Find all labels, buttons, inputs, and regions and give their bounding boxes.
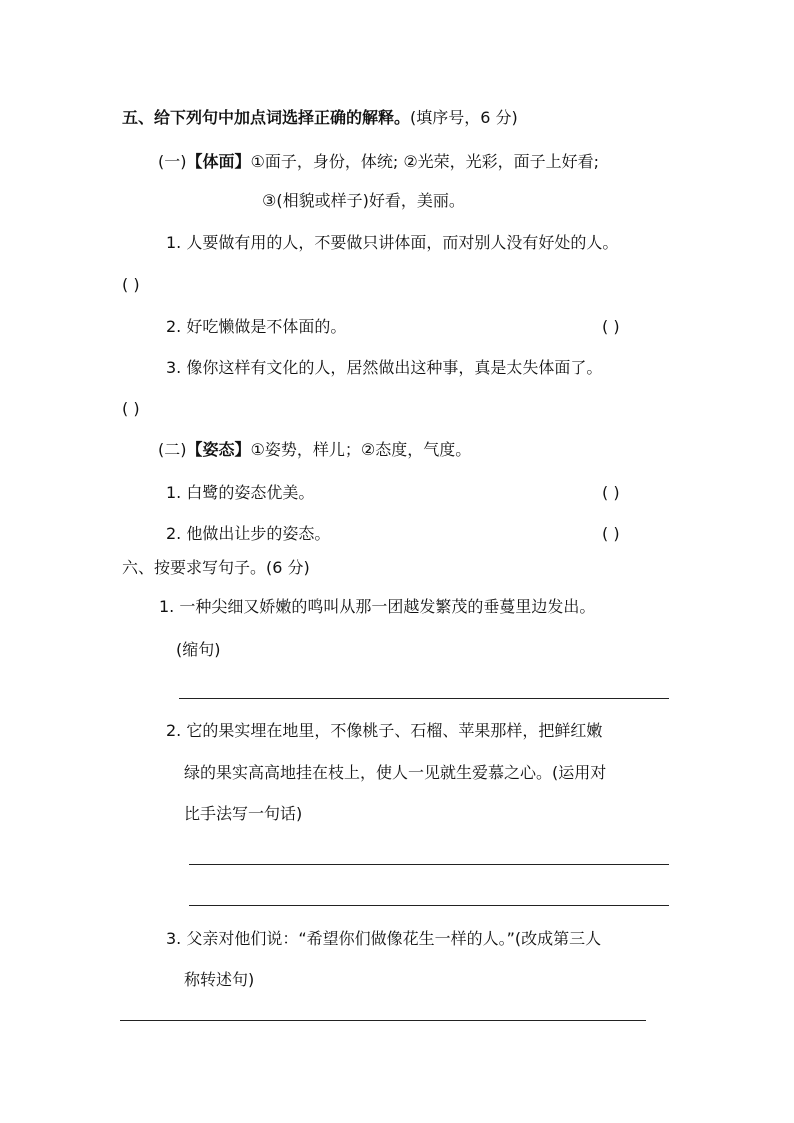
section5-title-text: 五、给下列句中加点词选择正确的解释。: [122, 108, 411, 127]
group1-item-2: 2. 好吃懒做是不体面的。: [166, 317, 347, 336]
section6-title: 六、按要求写句子。(6 分): [122, 558, 310, 577]
question3-line1: 3. 父亲对他们说：“希望你们做像花生一样的人。”(改成第三人: [166, 929, 602, 948]
group1-item-2-answer-blank[interactable]: ( ): [602, 317, 620, 336]
group2-item-1: 1. 白鹭的姿态优美。: [166, 483, 315, 502]
group2-item-2: 2. 他做出让步的姿态。: [166, 524, 331, 543]
group1-item-3: 3. 像你这样有文化的人，居然做出这种事，真是太失体面了。: [166, 358, 603, 377]
group2-item-1-answer-blank[interactable]: ( ): [602, 483, 620, 502]
group1-item-3-answer-blank[interactable]: ( ): [122, 399, 140, 418]
question2-line2: 绿的果实高高地挂在枝上，使人一见就生爱慕之心。(运用对: [184, 763, 607, 782]
question1-instruction: (缩句): [176, 640, 221, 659]
question2-answer-line-1[interactable]: [189, 864, 669, 865]
group1-item-1: 1. 人要做有用的人，不要做只讲体面，而对别人没有好处的人。: [166, 233, 619, 252]
group2-term: 【姿态】: [186, 440, 251, 459]
question3-answer-line[interactable]: [120, 1020, 646, 1021]
question1-line1: 1. 一种尖细又娇嫩的鸣叫从那一团越发繁茂的垂蔓里边发出。: [159, 597, 596, 616]
group1-item-1-answer-blank[interactable]: ( ): [122, 275, 140, 294]
group1-definition-line2: ③(相貌或样子)好看，美丽。: [262, 191, 465, 210]
group2-prefix: (二): [158, 440, 187, 459]
section5-title: [122, 107, 518, 129]
question2-answer-line-2[interactable]: [189, 905, 669, 906]
group2-item-2-answer-blank[interactable]: ( ): [602, 524, 620, 543]
question2-instruction: 比手法写一句话): [184, 804, 303, 823]
group1-definition-line1: [158, 151, 599, 173]
question3-instruction: 称转述句): [184, 970, 255, 989]
group1-term: 【体面】: [186, 152, 251, 171]
group2-def1: ①姿势，样儿；②态度，气度。: [250, 440, 472, 459]
section5-title-note: (填序号，6 分): [410, 108, 518, 127]
question1-answer-line[interactable]: [179, 698, 669, 699]
group1-prefix: (一): [158, 152, 187, 171]
question2-line1: 2. 它的果实埋在地里，不像桃子、石榴、苹果那样，把鲜红嫩: [166, 721, 603, 740]
group2-definition: [158, 439, 471, 461]
group1-def1: ①面子，身份，体统; ②光荣，光彩，面子上好看;: [250, 152, 600, 171]
